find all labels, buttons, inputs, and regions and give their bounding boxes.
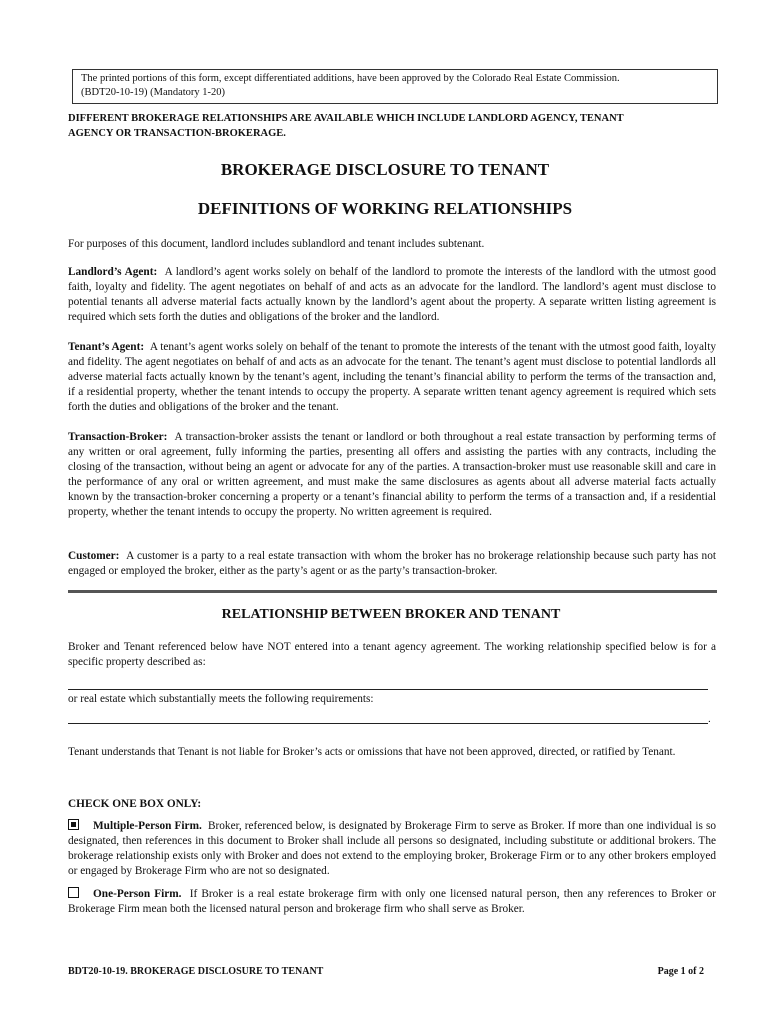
check-heading-text: CHECK ONE BOX ONLY: [68,798,202,810]
definition-text: A customer is a party to a real estate transaction with whom the broker has no brokerage relationship because such party has not engaged or employed the broker, either as the party’s agent or as the party’s transaction-broker. [68,550,716,577]
property-description-field[interactable] [68,689,708,690]
customer-definition [68,549,716,579]
liability-paragraph: Tenant understands that Tenant is not liable for Broker’s acts or omissions that have not been approved, directed, or ratified by Tenant. [68,746,676,758]
document-subtitle: DEFINITIONS OF WORKING RELATIONSHIPS [197,199,573,218]
approval-text: The printed portions of this form, except differentiated additions, have been approved by the Colorado Real Estate Commission. [81,73,620,84]
option-label: Multiple-Person Firm. [93,820,202,832]
form-code: (BDT20-10-19) (Mandatory 1-20) [81,87,226,98]
page-number: Page 1 of 2 [657,966,704,977]
document-title: BROKERAGE DISCLOSURE TO TENANT [220,160,550,179]
definition-text: A tenant’s agent works solely on behalf of the tenant to promote the interests of the tenant with the utmost good faith, loyalty and fidelity. The agent negotiates on behalf of and acts as an advocate for the tenant. The tenant’s agent must disclose to potential landlords all adverse material facts actually known by the tenant’s agent, including the tenant’s financial ability to perform the terms of the transaction and, if a residential property, whether the tenant intends to occupy the property. A separate written tenant agency agreement is required which sets forth the duties and obligations of the broker and the tenant. [68,341,716,413]
one-person-firm-option [68,887,716,917]
definition-term: Tenant’s Agent: [68,341,145,353]
one-person-firm-checkbox[interactable] [68,887,79,898]
definition-term: Customer: [68,550,120,562]
banner-line-2: AGENCY OR TRANSACTION-BROKERAGE. [68,128,286,139]
definition-text: A landlord’s agent works solely on behalf of the landlord to promote the interests of the landlord with the utmost good faith, loyalty and fidelity. The agent negotiates on behalf of and acts as an advocate for the landlord. The landlord’s agent must disclose to potential tenants all adverse material facts actually known by the landlord’s agent about the property. A separate written listing agreement is required which sets forth the duties and obligations of the broker and the landlord. [68,266,716,323]
multiple-person-firm-checkbox[interactable] [68,819,79,830]
option-text: Broker, referenced below, is designated by Brokerage Firm to serve as Broker. If more than one individual is so designated, then references in this document to Broker shall include all persons so designated, including substitute or additional brokers. The brokerage relationship exists only with Broker and does not extend to the employing broker, Brokerage Firm or to any other brokers employed or engaged by Brokerage Firm who are not so designated. [68,820,717,877]
transaction-broker-definition [68,430,716,520]
requirements-field[interactable] [68,723,708,724]
line-end-period: . [708,713,711,725]
intro-paragraph: For purposes of this document, landlord includes sublandlord and tenant includes subtenant. [68,238,485,250]
landlord-agent-definition [68,265,716,325]
definition-term: Transaction-Broker: [68,431,168,443]
option-text: If Broker is a real estate brokerage firm with only one licensed natural person, then any references to Broker or Brokerage Firm mean both the licensed natural person and brokerage firm who shall serve as Broker. [68,888,716,915]
check-one-heading [68,797,716,812]
requirements-intro: or real estate which substantially meets the following requirements: [68,693,374,705]
multiple-person-firm-option [68,819,716,879]
tenant-agent-definition [68,340,716,415]
definition-term: Landlord’s Agent: [68,266,158,278]
banner-line-1: DIFFERENT BROKERAGE RELATIONSHIPS ARE AVAILABLE WHICH INCLUDE LANDLORD AGENCY, TENANT [68,113,624,124]
relationship-heading: RELATIONSHIP BETWEEN BROKER AND TENANT [221,607,561,622]
commission-approval-notice [72,69,718,104]
relationships-banner [68,111,708,141]
footer-form-title: BDT20-10-19. BROKERAGE DISCLOSURE TO TENANT [68,966,324,977]
relationship-paragraph: Broker and Tenant referenced below have NOT entered into a tenant agency agreement. The working relationship specified below is for a specific property described as: [68,641,716,668]
option-label: One-Person Firm. [93,888,182,900]
section-divider [68,590,717,593]
definition-text: A transaction-broker assists the tenant or landlord or both throughout a real estate transaction by performing terms of any written or oral agreement, fully informing the parties, presenting all offers and assisting the parties with any contracts, including the closing of the transaction, without being an agent or advocate for any of the parties. A transaction-broker must use reasonable skill and care in the performance of any oral or written agreement, and must make the same disclosures as agents about all adverse material facts actually known by the transaction-broker concerning a property or a tenant’s financial ability to perform the terms of a transaction and, if a residential property, whether the tenant intends to occupy the property. No written agreement is required. [68,431,717,518]
